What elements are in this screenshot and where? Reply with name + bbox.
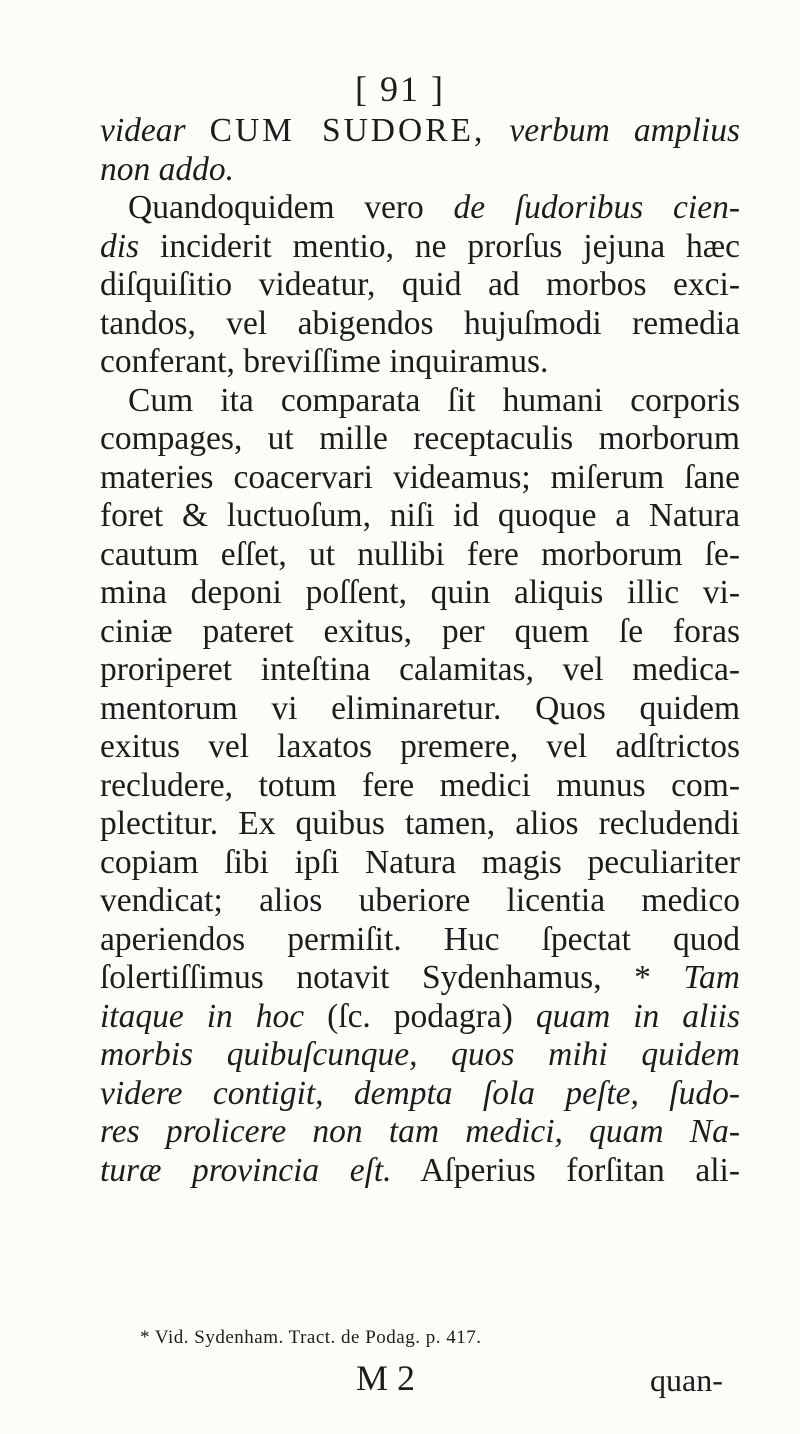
text-segment: cautum eſſet, ut nullibi fere morborum ſe- <box>100 535 740 573</box>
text-segment: tandos, vel abigendos hujuſmodi remedia <box>100 304 740 342</box>
text-segment: foret & luctuoſum, niſi id quoque a Natura <box>100 497 740 534</box>
text-segment: materies coacervari videamus; miſerum ſane <box>100 458 740 496</box>
text-line <box>100 305 740 344</box>
text-segment: exitus vel laxatos premere, vel adſtrictos <box>100 728 740 765</box>
text-segment: res prolicere non tam medici, quam Na- <box>100 1113 740 1150</box>
text-segment: diſquiſitio videatur, quid ad morbos exci- <box>100 266 740 303</box>
text-line <box>100 497 740 536</box>
text-segment: inciderit mentio, ne prorſus jejuna hæc <box>139 227 740 265</box>
footnote: * Vid. Sydenham. Tract. de Podag. p. 417. <box>140 1327 482 1348</box>
text-segment: CUM SUDORE, <box>209 112 486 149</box>
text-segment: copiam ſibi ipſi Natura magis peculiariter <box>100 843 740 881</box>
text-line <box>100 574 740 613</box>
text-line <box>100 921 740 960</box>
text-line <box>100 459 740 498</box>
text-segment: mentorum vi eliminaretur. Quos quidem <box>100 689 740 727</box>
text-segment: non addo. <box>100 150 234 188</box>
text-segment: Quandoquidem vero <box>128 189 454 226</box>
text-line <box>100 1036 740 1075</box>
text-line <box>100 536 740 575</box>
text-line <box>100 266 740 305</box>
text-segment: conferant, breviſſime inquiramus. <box>100 343 549 380</box>
text-segment: dis <box>100 227 140 265</box>
text-line <box>100 959 740 998</box>
text-line <box>100 420 740 459</box>
text-segment: videar <box>100 112 186 149</box>
text-line <box>100 189 740 228</box>
text-segment: Tam <box>683 959 740 996</box>
text-segment: aperiendos permiſit. Huc ſpectat quod <box>100 920 740 958</box>
text-line <box>100 343 740 382</box>
text-line <box>100 1075 740 1114</box>
signature-mark: M 2 <box>356 1358 416 1398</box>
text-line <box>100 1152 740 1191</box>
text-line <box>100 882 740 921</box>
text-line <box>100 690 740 729</box>
text-segment: ciniæ pateret exitus, per quem ſe foras <box>100 612 740 650</box>
text-segment: mina deponi poſſent, quin aliquis illic vi- <box>100 574 740 611</box>
text-segment: compages, ut mille receptaculis morborum <box>100 420 740 457</box>
text-segment: itaque in hoc <box>100 997 305 1035</box>
text-segment: plectitur. Ex quibus tamen, alios recludendi <box>100 805 740 842</box>
text-line <box>100 728 740 767</box>
text-line <box>100 767 740 806</box>
text-line <box>100 998 740 1037</box>
text-line <box>100 844 740 883</box>
text-segment <box>186 112 210 149</box>
text-line <box>100 382 740 421</box>
text-line <box>100 112 740 151</box>
text-segment <box>485 112 509 149</box>
text-segment: quam in aliis <box>535 997 740 1035</box>
text-segment: morbis quibuſcunque, quos mihi quidem <box>100 1036 740 1073</box>
text-segment: de ſudoribus cien- <box>453 189 740 226</box>
text-line <box>100 228 740 267</box>
body-text <box>100 112 740 1190</box>
text-segment: verbum amplius <box>509 112 740 149</box>
text-segment: recludere, totum fere medici munus com- <box>100 766 740 804</box>
text-segment: Cum ita comparata ſit humani corporis <box>128 381 740 419</box>
text-segment: turæ provincia eſt. <box>100 1151 392 1189</box>
text-line <box>100 805 740 844</box>
catchword: quan- <box>650 1362 723 1398</box>
text-segment: videre contigit, dempta ſola peſte, ſudo- <box>100 1074 740 1112</box>
text-line <box>100 613 740 652</box>
text-segment: vendicat; alios uberiore licentia medico <box>100 882 740 919</box>
text-segment: proriperet inteſtina calamitas, vel medica- <box>100 651 740 688</box>
page-number-header: [ 91 ] <box>355 69 445 109</box>
text-line <box>100 651 740 690</box>
text-line <box>100 151 740 190</box>
text-line <box>100 1113 740 1152</box>
text-segment: ſolertiſſimus notavit Sydenhamus, * <box>100 959 684 996</box>
text-segment: (ſc. podagra) <box>304 997 536 1035</box>
text-segment: Aſperius forſitan ali- <box>391 1151 740 1189</box>
